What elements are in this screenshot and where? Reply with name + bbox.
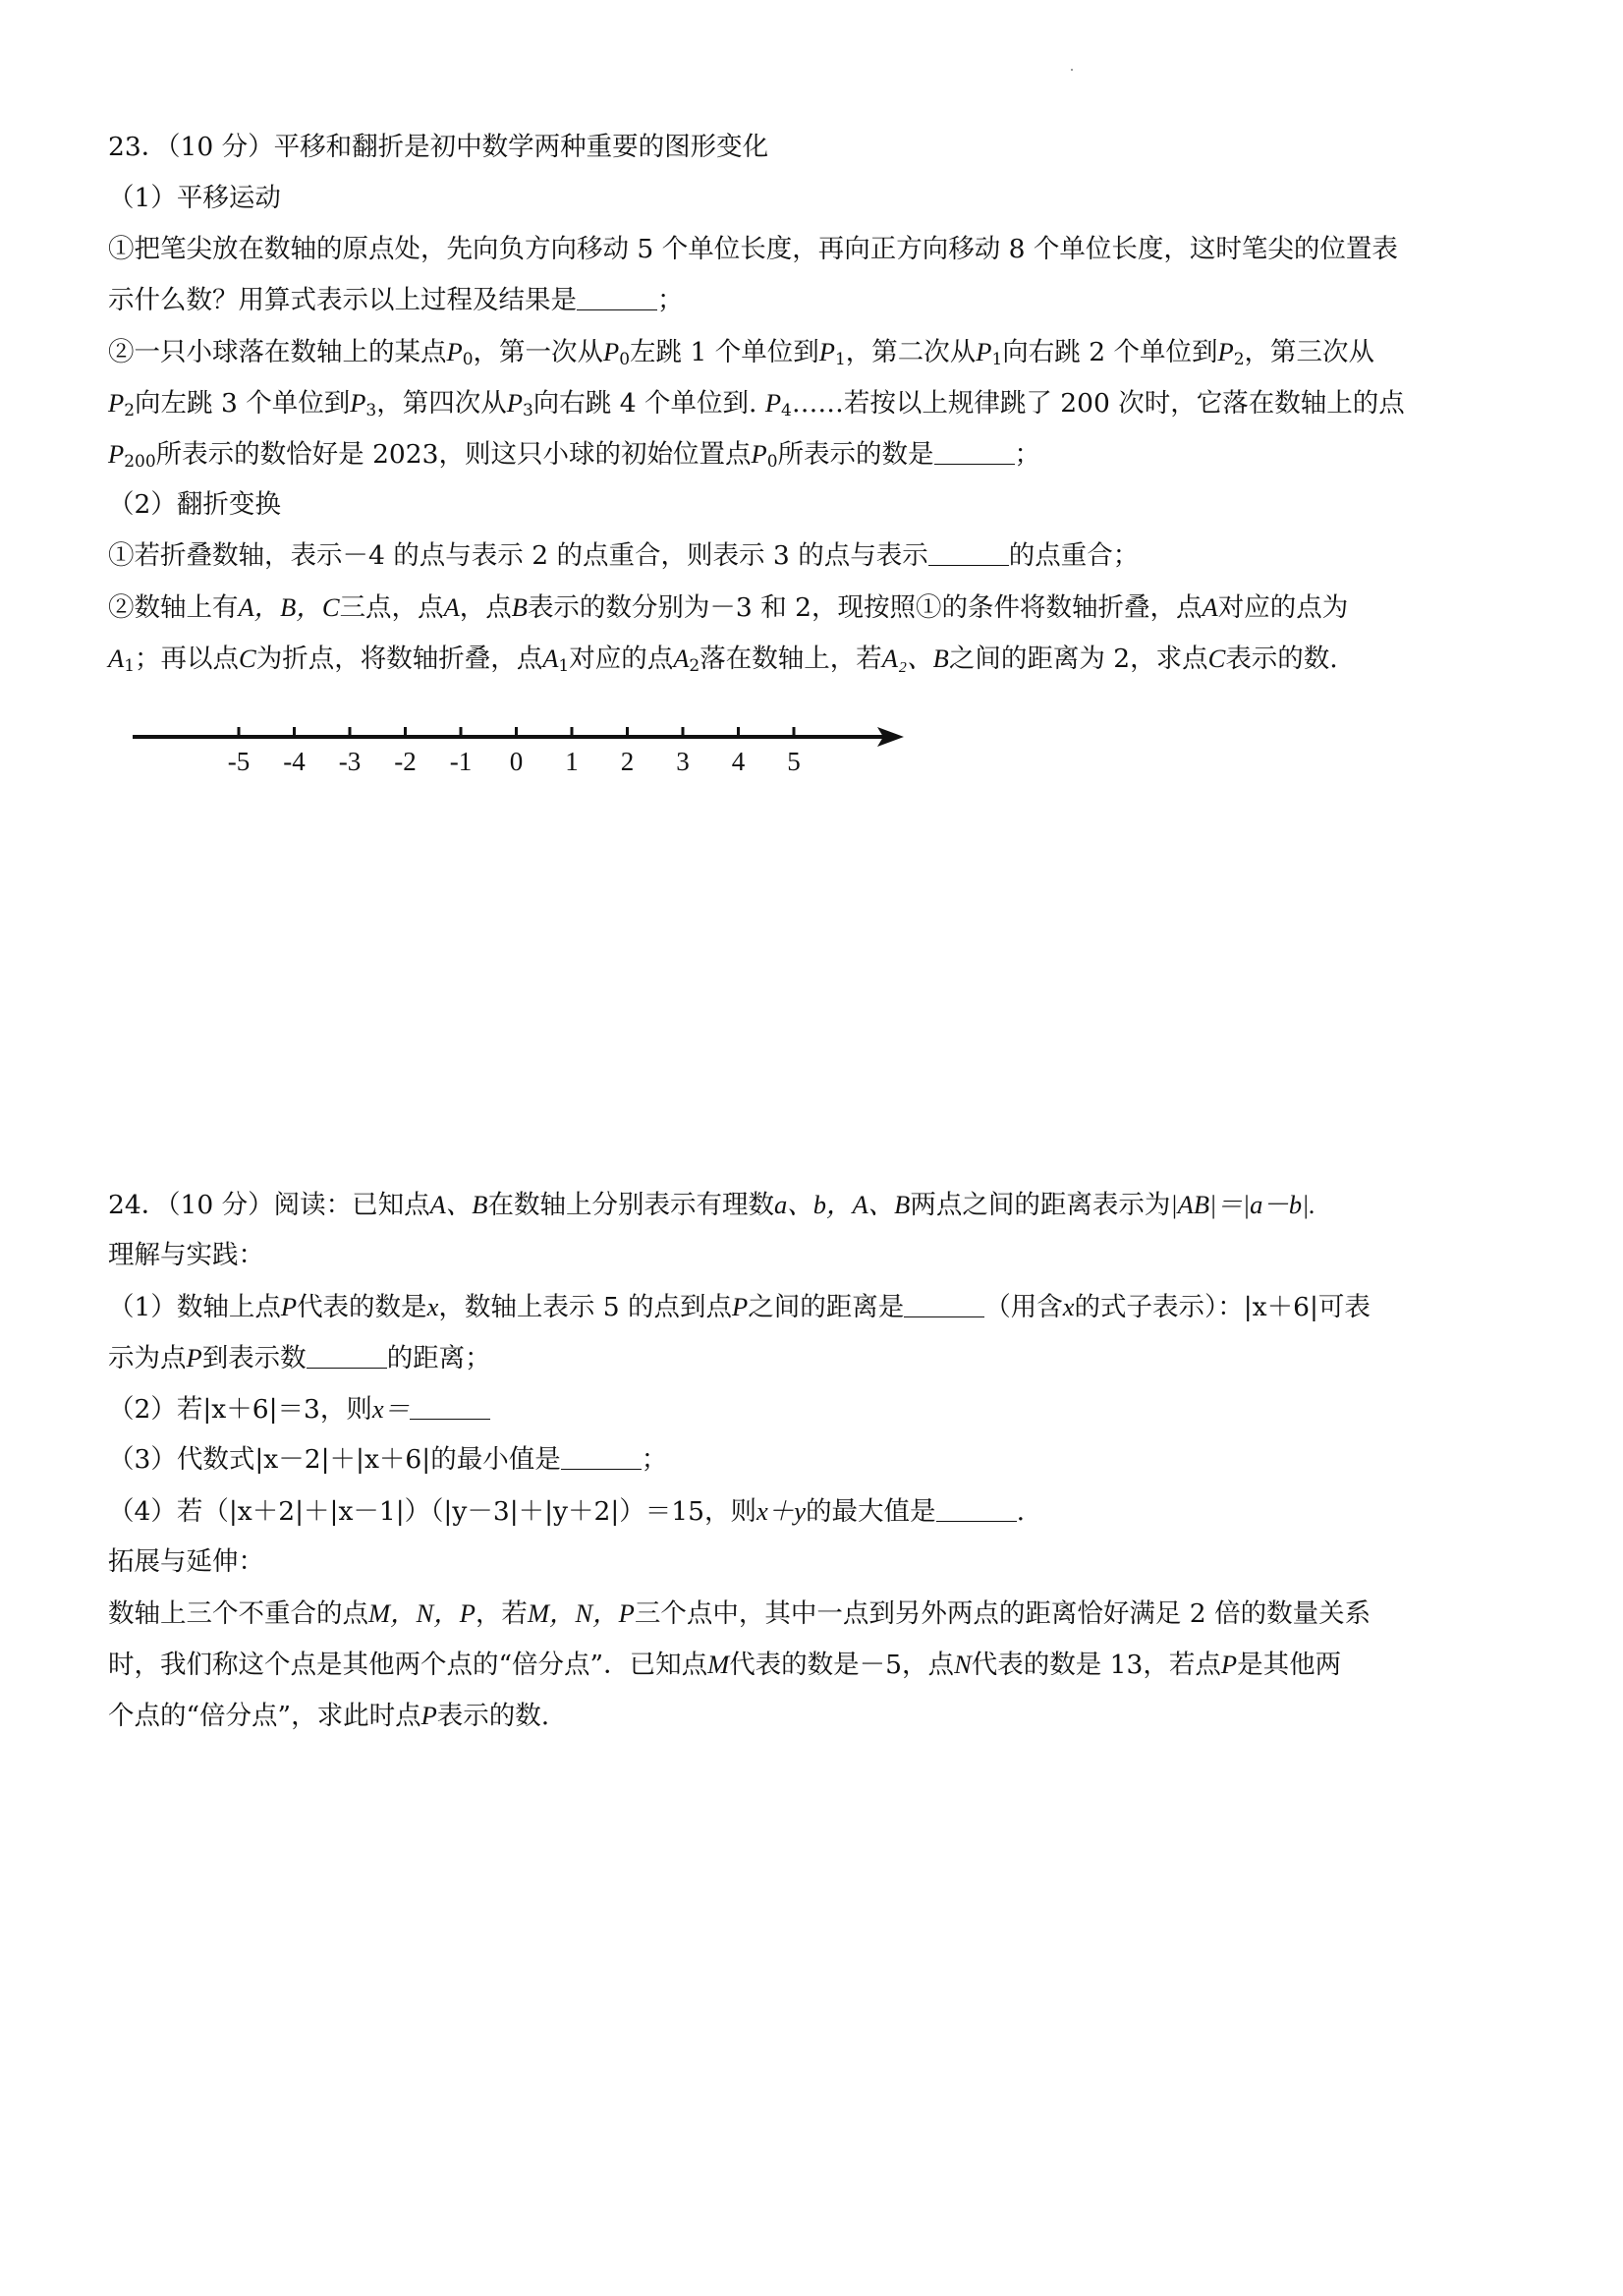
var-ab: A、B — [852, 1190, 911, 1219]
q23-part2-title: （2）翻折变换 — [108, 489, 281, 520]
q23-part1b-line1 — [108, 334, 1533, 370]
var-p: P — [1217, 337, 1234, 366]
var-a: A — [542, 644, 559, 673]
subscript: 2 — [124, 401, 136, 420]
number-line-tick-label: 3 — [676, 747, 690, 776]
var-c: C — [239, 644, 256, 673]
number-line-tick-label: -4 — [283, 747, 306, 776]
text: 左跳 1 个单位到 — [630, 337, 819, 367]
number-line-tick-label: 5 — [787, 747, 801, 776]
var-p: P — [280, 1292, 298, 1321]
q24-header — [108, 1187, 1533, 1223]
q23-part2b-line1 — [108, 589, 1533, 626]
var-a: A — [108, 644, 125, 673]
text: 两点之间的距离表示为 — [910, 1190, 1171, 1220]
text: 表示的数分别为－3 和 2，现按照①的条件将数轴折叠，点 — [527, 592, 1203, 623]
q23-header: 23．（10 分）平移和翻折是初中数学两种重要的图形变化 — [108, 132, 769, 162]
q24-part1-line2 — [108, 1340, 1533, 1376]
text: 是其他两 — [1237, 1650, 1342, 1680]
q23-part1a-text: 示什么数？用算式表示以上过程及结果是 — [108, 285, 577, 315]
q23-part1a-line1: ①把笔尖放在数轴的原点处，先向负方向移动 5 个单位长度，再向正方向移动 8 个单位长度，这时笔尖的位置表 — [108, 234, 1398, 264]
var-a2b: A₂、B — [881, 644, 949, 673]
var-p: P — [603, 337, 620, 366]
text: 个点的“倍分点”，求此时点 — [108, 1701, 421, 1731]
subscript: 1 — [991, 350, 1003, 369]
var-p: P — [764, 388, 782, 418]
expression: |x＋6|＝3 — [202, 1394, 320, 1425]
text: 代表的数是 — [297, 1292, 427, 1322]
answer-blank[interactable] — [410, 1395, 490, 1420]
text: （4）若（|x＋2|＋|x－1|）（|y－3|＋|y＋2|）＝15，则 — [108, 1496, 757, 1527]
subscript: 2 — [689, 656, 700, 676]
number-line-tick-label: -2 — [394, 747, 417, 776]
number-line-tick-label: -1 — [449, 747, 473, 776]
text: （2）若 — [108, 1394, 203, 1425]
q23-part1a-line2 — [108, 283, 1533, 318]
text: 的距离； — [386, 1343, 491, 1373]
answer-blank[interactable] — [904, 1293, 984, 1317]
q24-part2 — [108, 1391, 1533, 1428]
q24-part1-line1 — [108, 1289, 1533, 1325]
text: 之间的距离为 2，求点 — [948, 644, 1208, 674]
text: 示为点 — [108, 1343, 187, 1373]
var-mnp: M，N，P — [527, 1598, 635, 1628]
q24-ext-line2 — [108, 1647, 1533, 1683]
answer-blank[interactable] — [561, 1445, 642, 1470]
text: 向右跳 2 个单位到 — [1002, 337, 1218, 367]
q24-ext-line1 — [108, 1596, 1533, 1632]
var-p: P — [818, 337, 835, 366]
text: （1）数轴上点 — [108, 1292, 281, 1322]
text: ，第二次从 — [845, 337, 977, 367]
text: ……若按以上规律跳了 200 次时，它落在数轴上的点 — [791, 388, 1405, 419]
number-line-tick-label: 1 — [565, 747, 579, 776]
answer-blank[interactable] — [928, 541, 1009, 566]
text: 对应的点为 — [1217, 592, 1349, 623]
var-p: P — [976, 337, 992, 366]
text: 的点重合； — [1008, 540, 1140, 571]
expression: x＝ — [371, 1394, 411, 1424]
text: ，则 — [319, 1394, 372, 1425]
text: 为折点，将数轴折叠，点 — [255, 644, 543, 674]
answer-blank[interactable] — [934, 440, 1015, 465]
var-x: x — [426, 1292, 439, 1321]
number-line-tick-label: 2 — [620, 747, 635, 776]
q24-part4 — [108, 1493, 1533, 1530]
text: 的最大值是 — [806, 1496, 936, 1527]
subscript: 1 — [834, 350, 846, 369]
text: 三个点中，其中一点到另外两点的距离恰好满足 2 倍的数量关系 — [634, 1598, 1371, 1629]
subscript: 4 — [781, 401, 792, 420]
text: 代表的数是 13，若点 — [971, 1650, 1221, 1680]
subscript: 1 — [558, 656, 570, 676]
var-p: P — [506, 388, 523, 418]
text: ，第一次从 — [473, 337, 604, 367]
text: 所表示的数恰好是 2023，则这只小球的初始位置点 — [155, 439, 752, 470]
var-p: P — [732, 1292, 749, 1321]
punct: ； — [657, 285, 684, 315]
answer-blank[interactable] — [307, 1344, 387, 1369]
text: ，第四次从 — [376, 388, 507, 419]
var-p: P — [751, 439, 767, 469]
text: 表示的数. — [436, 1701, 550, 1731]
text: ②数轴上有 — [108, 592, 239, 623]
subscript: 0 — [462, 350, 474, 369]
text: 向左跳 3 个单位到 — [135, 388, 351, 419]
var-c: C — [1207, 644, 1226, 673]
q24-ext-line3 — [108, 1698, 1533, 1734]
distance-formula: |AB|＝|a－b|. — [1170, 1190, 1316, 1219]
number-line-tick-label: 0 — [509, 747, 524, 776]
var-p: P — [446, 337, 463, 366]
number-line-figure — [123, 715, 909, 784]
scan-speck — [1071, 69, 1073, 71]
text: ①若折叠数轴，表示－4 的点与表示 2 的点重合，则表示 3 的点与表示 — [108, 540, 928, 571]
var-n: N — [954, 1650, 972, 1679]
text: （3）代数式 — [108, 1444, 255, 1475]
subscript: 0 — [766, 452, 778, 472]
var-p: P — [108, 439, 125, 469]
text: 数轴上三个不重合的点 — [108, 1598, 368, 1629]
q23-part1b-line2 — [108, 385, 1533, 421]
punct: ； — [1014, 439, 1041, 470]
text: 对应的点 — [569, 644, 674, 674]
text: 24．（10 分）阅读：已知点 — [108, 1190, 430, 1220]
var-a: A — [673, 644, 690, 673]
text: 落在数轴上，若 — [700, 644, 882, 674]
q23-part1-title: （1）平移运动 — [108, 183, 281, 213]
var-a: A — [1202, 592, 1218, 622]
text: 向右跳 4 个单位到. — [532, 388, 757, 419]
subscript: 3 — [365, 401, 377, 420]
text: 代表的数是－5，点 — [729, 1650, 955, 1680]
text: 三点，点 — [339, 592, 444, 623]
subscript: 200 — [124, 452, 156, 472]
var-x: x — [1062, 1292, 1075, 1321]
var-p: P — [1220, 1650, 1238, 1679]
punct: . — [1016, 1496, 1025, 1527]
text: |x＋6|可表 — [1243, 1292, 1371, 1322]
var-p: P — [186, 1343, 202, 1372]
q23-part2b-line2 — [108, 641, 1533, 677]
number-line-tick-label: -5 — [227, 747, 251, 776]
var-p: P — [350, 388, 366, 418]
number-line-tick-label: -3 — [338, 747, 362, 776]
q24-part3 — [108, 1442, 1533, 1478]
text: （用含 — [984, 1292, 1063, 1322]
q23-part1b-line3 — [108, 436, 1533, 473]
var-a: A — [443, 592, 460, 622]
text: ，若 — [475, 1598, 528, 1629]
subscript: 0 — [619, 350, 631, 369]
q24-ext-title: 拓展与延伸： — [108, 1546, 264, 1577]
subscript: 2 — [1233, 350, 1245, 369]
punct: ； — [641, 1444, 668, 1475]
var-b: B — [511, 592, 528, 622]
text: 的式子表示）： — [1074, 1292, 1244, 1322]
var-ab: A、B — [429, 1190, 488, 1219]
text: ，点 — [459, 592, 512, 623]
text: ②一只小球落在数轴上的某点 — [108, 337, 447, 367]
text: 在数轴上分别表示有理数 — [487, 1190, 774, 1220]
expression: |x－2|＋|x＋6| — [254, 1444, 431, 1475]
expression: x＋y — [756, 1496, 807, 1526]
text: ，第三次从 — [1244, 337, 1375, 367]
text: ；再以点 — [135, 644, 240, 674]
var-p: P — [108, 388, 125, 418]
number-line-ticks — [228, 727, 801, 776]
q23-part2a — [108, 538, 1533, 574]
text: 所表示的数是 — [777, 439, 934, 470]
number-line-tick-label: 4 — [731, 747, 746, 776]
text: ，数轴上表示 5 的点到点 — [438, 1292, 733, 1322]
subscript: 3 — [522, 401, 533, 420]
text: 到表示数 — [201, 1343, 307, 1373]
text: 的最小值是 — [430, 1444, 561, 1475]
var-abc: A，B，C — [238, 592, 340, 622]
answer-blank[interactable] — [577, 286, 657, 310]
subscript: 1 — [124, 656, 136, 676]
q24-practice-title: 理解与实践： — [108, 1240, 264, 1270]
var-mnp: M，N，P — [368, 1598, 476, 1628]
answer-blank[interactable] — [936, 1497, 1017, 1522]
text: 之间的距离是 — [748, 1292, 905, 1322]
text: 时，我们称这个点是其他两个点的“倍分点”．已知点 — [108, 1650, 708, 1680]
text: 表示的数. — [1225, 644, 1338, 674]
var-p: P — [420, 1701, 437, 1730]
var-m: M — [707, 1650, 730, 1679]
var-ab-lower: a、b， — [774, 1190, 853, 1219]
